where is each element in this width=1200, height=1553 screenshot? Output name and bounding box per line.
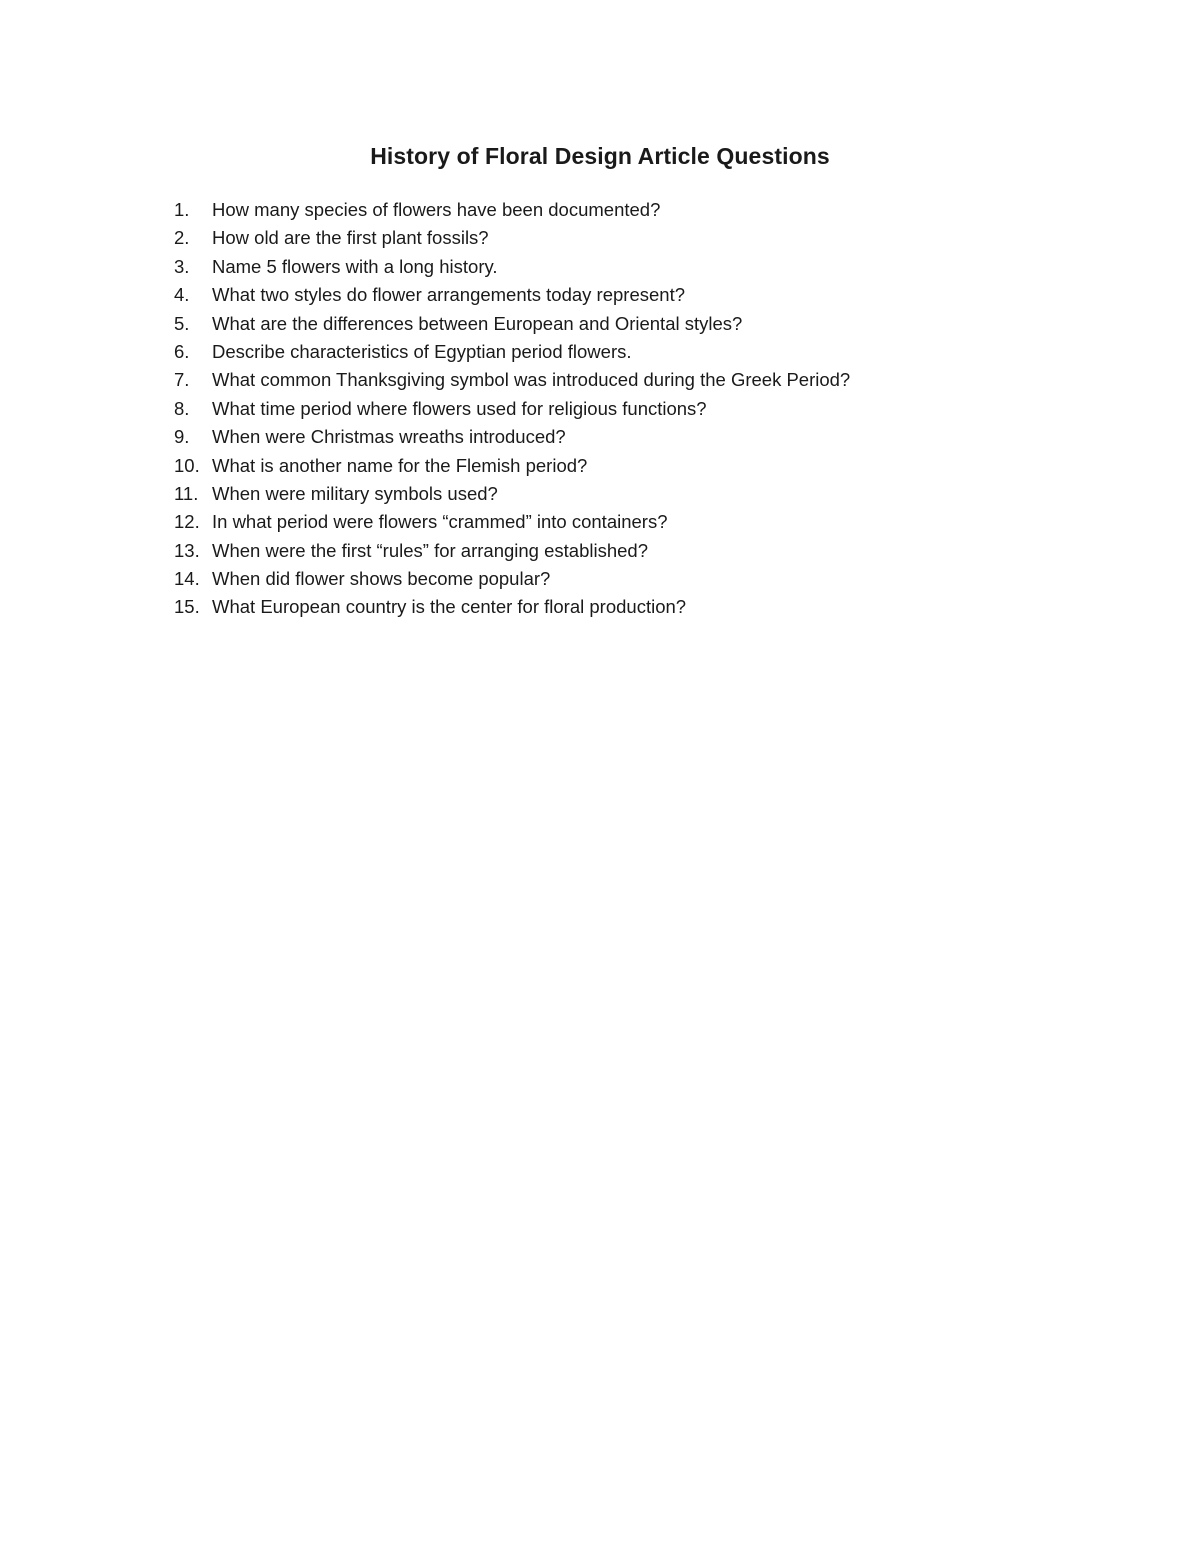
question-number: 13. [174,539,200,561]
question-text: Name 5 flowers with a long history. [212,255,498,277]
question-text: What two styles do flower arrangements today represent? [212,284,686,306]
question-number: 10. [174,454,200,476]
question-item [174,310,1074,338]
question-text: How old are the first plant fossils? [212,227,489,249]
question-number: 14. [174,568,200,590]
question-number: 4. [174,284,190,306]
question-text: What is another name for the Flemish period? [212,454,588,476]
question-text: What common Thanksgiving symbol was introduced during the Greek Period? [212,369,851,391]
question-number: 3. [174,255,190,277]
question-text: How many species of flowers have been documented? [212,199,661,220]
question-list [174,196,1074,622]
question-item [174,452,1074,480]
question-text: When were military symbols used? [212,482,498,504]
question-item [174,537,1074,565]
question-item [174,423,1074,451]
question-text: When were Christmas wreaths introduced? [212,426,566,448]
question-item [174,366,1074,394]
question-item [174,196,1074,224]
question-item [174,593,1074,621]
question-number: 6. [174,340,190,362]
question-number: 15. [174,596,200,618]
question-number: 11. [174,482,199,504]
question-number: 8. [174,397,190,419]
question-text: When did flower shows become popular? [212,568,551,590]
question-number: 12. [174,511,200,533]
question-number: 9. [174,426,190,448]
question-item [174,253,1074,281]
question-item [174,281,1074,309]
question-number: 5. [174,312,190,334]
question-item [174,508,1074,536]
question-text: Describe characteristics of Egyptian period flowers. [212,340,632,362]
question-text: When were the first “rules” for arranging established? [212,539,648,561]
question-number: 2. [174,227,190,249]
question-item [174,338,1074,366]
question-item [174,224,1074,252]
question-item [174,565,1074,593]
question-item [174,480,1074,508]
question-number: 7. [174,369,190,391]
question-number: 1. [174,199,190,220]
document-title: History of Floral Design Article Questions [370,143,830,169]
question-text: In what period were flowers “crammed” into containers? [212,511,668,533]
question-text: What time period where flowers used for religious functions? [212,397,707,419]
question-text: What European country is the center for floral production? [212,596,687,618]
question-item [174,395,1074,423]
question-text: What are the differences between European and Oriental styles? [212,312,743,334]
